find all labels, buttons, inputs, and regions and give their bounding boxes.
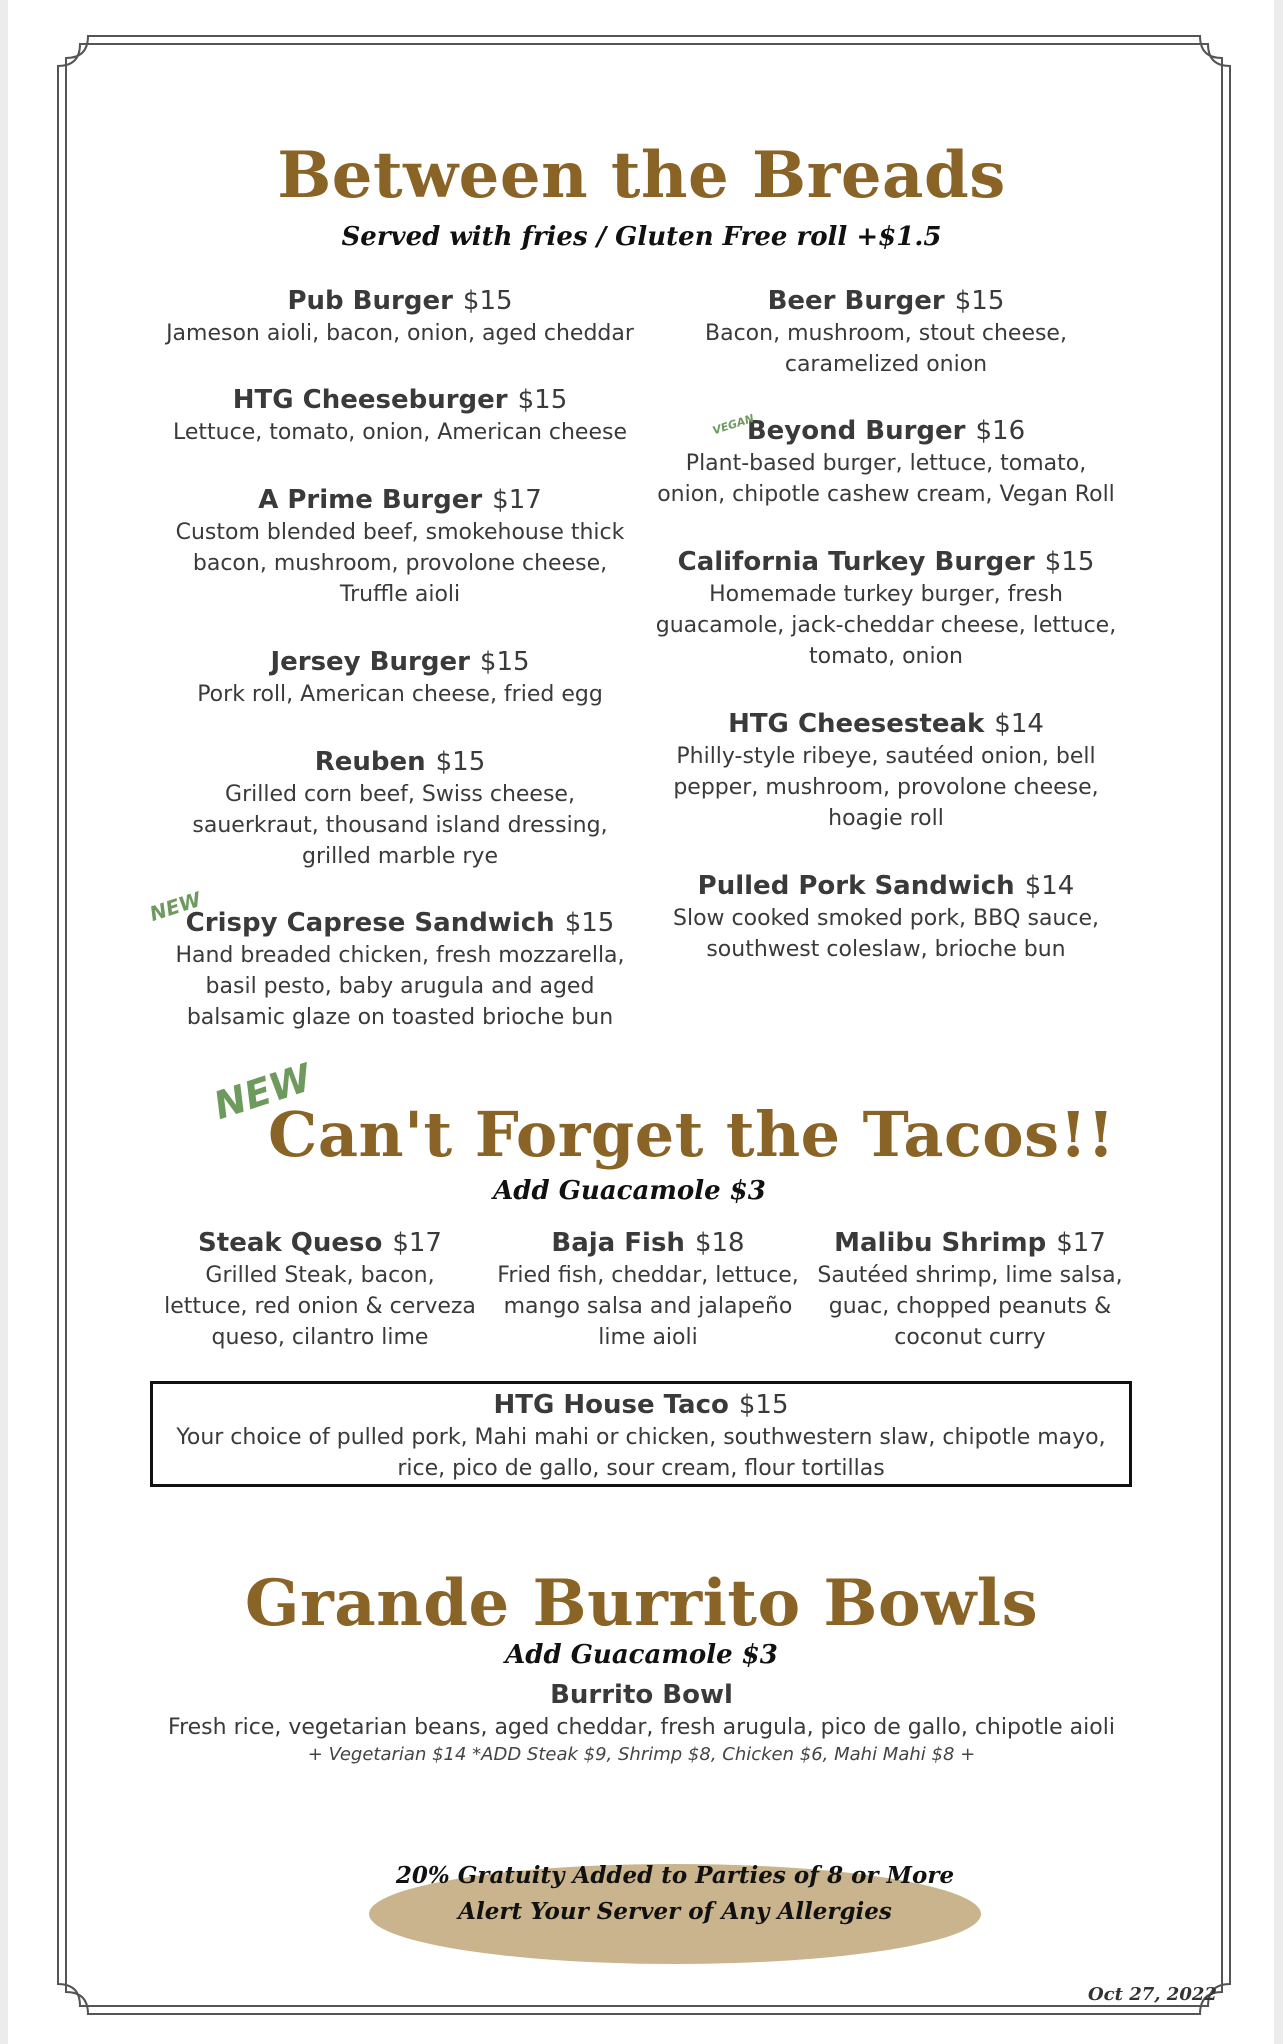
taco-item [160,1226,480,1353]
item-description-line: Philly-style ribeye, sautéed onion, bell [676,744,1096,769]
item-description-line: coconut curry [894,1325,1046,1350]
item-name: Beer Burger [767,286,945,316]
item-heading [810,1226,1130,1260]
item-price: $15 [517,385,568,415]
vegan-badge: VEGAN [711,411,756,438]
item-description-line: lettuce, red onion & cerveza [164,1294,476,1319]
taco-item [488,1226,808,1353]
item-price: $15 [479,647,530,677]
item-description-line: Your choice of pulled pork, Mahi mahi or chicken, southwestern slaw, chipotle mayo, [176,1425,1106,1450]
menu-item-breads-right [636,411,1136,510]
item-description-line: Jameson aioli, bacon, onion, aged cheddar [166,321,634,346]
item-price: $18 [694,1228,745,1258]
gratuity-note: 20% Gratuity Added to Parties of 8 or More [395,1862,955,1889]
item-heading [636,869,1136,903]
item-description-line: rice, pico de gallo, sour cream, flour tortillas [397,1456,885,1481]
item-description-line: queso, cilantro lime [211,1325,429,1350]
item-price: $14 [1024,871,1075,901]
menu-item-breads-left [150,745,650,872]
new-badge: NEW [146,886,204,926]
item-name: Burrito Bowl [550,1680,733,1710]
item-description-line: caramelized onion [784,352,988,377]
new-badge-tacos: NEW [208,1055,317,1128]
section-title-bowls: Grande Burrito Bowls [244,1566,1039,1641]
item-description-line: southwest coleslaw, brioche bun [706,937,1066,962]
item-description-line: pepper, mushroom, provolone cheese, [673,775,1099,800]
bowls-subtitle: Add Guacamole $3 [505,1640,778,1670]
item-name: HTG Cheeseburger [232,385,508,415]
item-name: Reuben [314,747,426,777]
item-price: $15 [1044,547,1095,577]
item-price: $16 [975,416,1026,446]
item-description-line: Grilled Steak, bacon, [205,1263,435,1288]
item-description-line: hoagie roll [828,806,944,831]
item-description-line: sauerkraut, thousand island dressing, [192,813,608,838]
menu-item-breads-right [636,284,1136,380]
item-heading [636,707,1136,741]
item-name: Steak Queso [198,1228,383,1258]
item-description-line: Homemade turkey burger, fresh [709,582,1063,607]
item-heading [636,284,1136,318]
item-description-line: bacon, mushroom, provolone cheese, [192,551,608,576]
item-description-line: basil pesto, baby arugula and aged [205,974,595,999]
item-description-line: Slow cooked smoked pork, BBQ sauce, [673,906,1099,931]
item-heading [150,1388,1132,1422]
menu-item-breads-right [636,707,1136,834]
item-heading [636,411,1136,448]
item-heading [150,483,650,517]
menu-item-breads-right [636,545,1136,672]
item-description-line: Hand breaded chicken, fresh mozzarella, [175,943,625,968]
item-description-line: balsamic glaze on toasted brioche bun [186,1005,614,1030]
item-heading [150,745,650,779]
menu-item-breads-left [150,645,650,710]
item-description-line: grilled marble rye [301,844,498,869]
item-price: $17 [492,485,542,515]
item-heading [150,906,650,940]
item-description-line: Pork roll, American cheese, fried egg [197,682,603,707]
item-heading [488,1226,808,1260]
item-name: Pub Burger [287,286,453,316]
item-description-line: Custom blended beef, smokehouse thick [175,520,625,545]
item-price: $14 [994,709,1044,739]
menu-item-breads-left [150,483,650,610]
section-title-breads: Between the Breads [277,138,1006,213]
item-name: Baja Fish [551,1228,685,1258]
item-price: $17 [1056,1228,1106,1258]
item-description-line: onion, chipotle cashew cream, Vegan Roll [657,482,1115,507]
item-price: $15 [462,286,513,316]
item-description-line: Fresh rice, vegetarian beans, aged cheddar, fresh arugula, pico de gallo, chipotle aioli [168,1715,1115,1740]
menu-item-breads-left [150,284,650,349]
breads-subtitle: Served with fries / Gluten Free roll +$1.5 [341,222,942,252]
item-heading [150,383,650,417]
tacos-subtitle: Add Guacamole $3 [493,1176,766,1206]
item-name: California Turkey Burger [677,547,1035,577]
item-name: HTG Cheesesteak [728,709,985,739]
item-name: HTG House Taco [493,1390,729,1420]
item-name: Crispy Caprese Sandwich [185,908,555,938]
house-taco-item [150,1388,1132,1484]
item-description-line: guac, chopped peanuts & [828,1294,1112,1319]
item-description-line: Truffle aioli [339,582,461,607]
item-heading [100,1678,1183,1712]
item-heading [160,1226,480,1260]
item-name: Beyond Burger [746,416,966,446]
item-description-line: Lettuce, tomato, onion, American cheese [173,420,627,445]
section-title-tacos: Can't Forget the Tacos!! [267,1098,1116,1171]
item-name: A Prime Burger [258,485,483,515]
item-description-line: Sautéed shrimp, lime salsa, [817,1263,1123,1288]
item-name: Jersey Burger [270,647,470,677]
item-description-line: Grilled corn beef, Swiss cheese, [225,782,575,807]
item-price: $15 [564,908,615,938]
item-heading [150,284,650,318]
item-price: $15 [738,1390,789,1420]
allergy-note: Alert Your Server of Any Allergies [458,1898,892,1925]
item-description-line: guacamole, jack-cheddar cheese, lettuce, [655,613,1117,638]
menu-item-breads-left [150,383,650,448]
menu-item-breads-right [636,869,1136,965]
item-name: Pulled Pork Sandwich [697,871,1015,901]
menu-date: Oct 27, 2022 [1088,1984,1217,2005]
item-description-line: Plant-based burger, lettuce, tomato, [685,451,1087,476]
item-price: $15 [954,286,1005,316]
menu-item-breads-left [150,906,650,1033]
item-name: Malibu Shrimp [834,1228,1047,1258]
item-description-line: Fried fish, cheddar, lettuce, [497,1263,799,1288]
item-description-line: lime aioli [598,1325,698,1350]
taco-item [810,1226,1130,1353]
item-price: $15 [435,747,486,777]
burrito-bowl-item [100,1678,1183,1743]
item-heading [150,645,650,679]
item-description-line: mango salsa and jalapeño [503,1294,793,1319]
item-price: $17 [392,1228,442,1258]
bowl-addons: + Vegetarian $14 *ADD Steak $9, Shrimp $8, Chicken $6, Mahi Mahi $8 + [307,1744,976,1765]
item-heading [636,545,1136,579]
item-description-line: tomato, onion [809,644,963,669]
item-description-line: Bacon, mushroom, stout cheese, [705,321,1067,346]
